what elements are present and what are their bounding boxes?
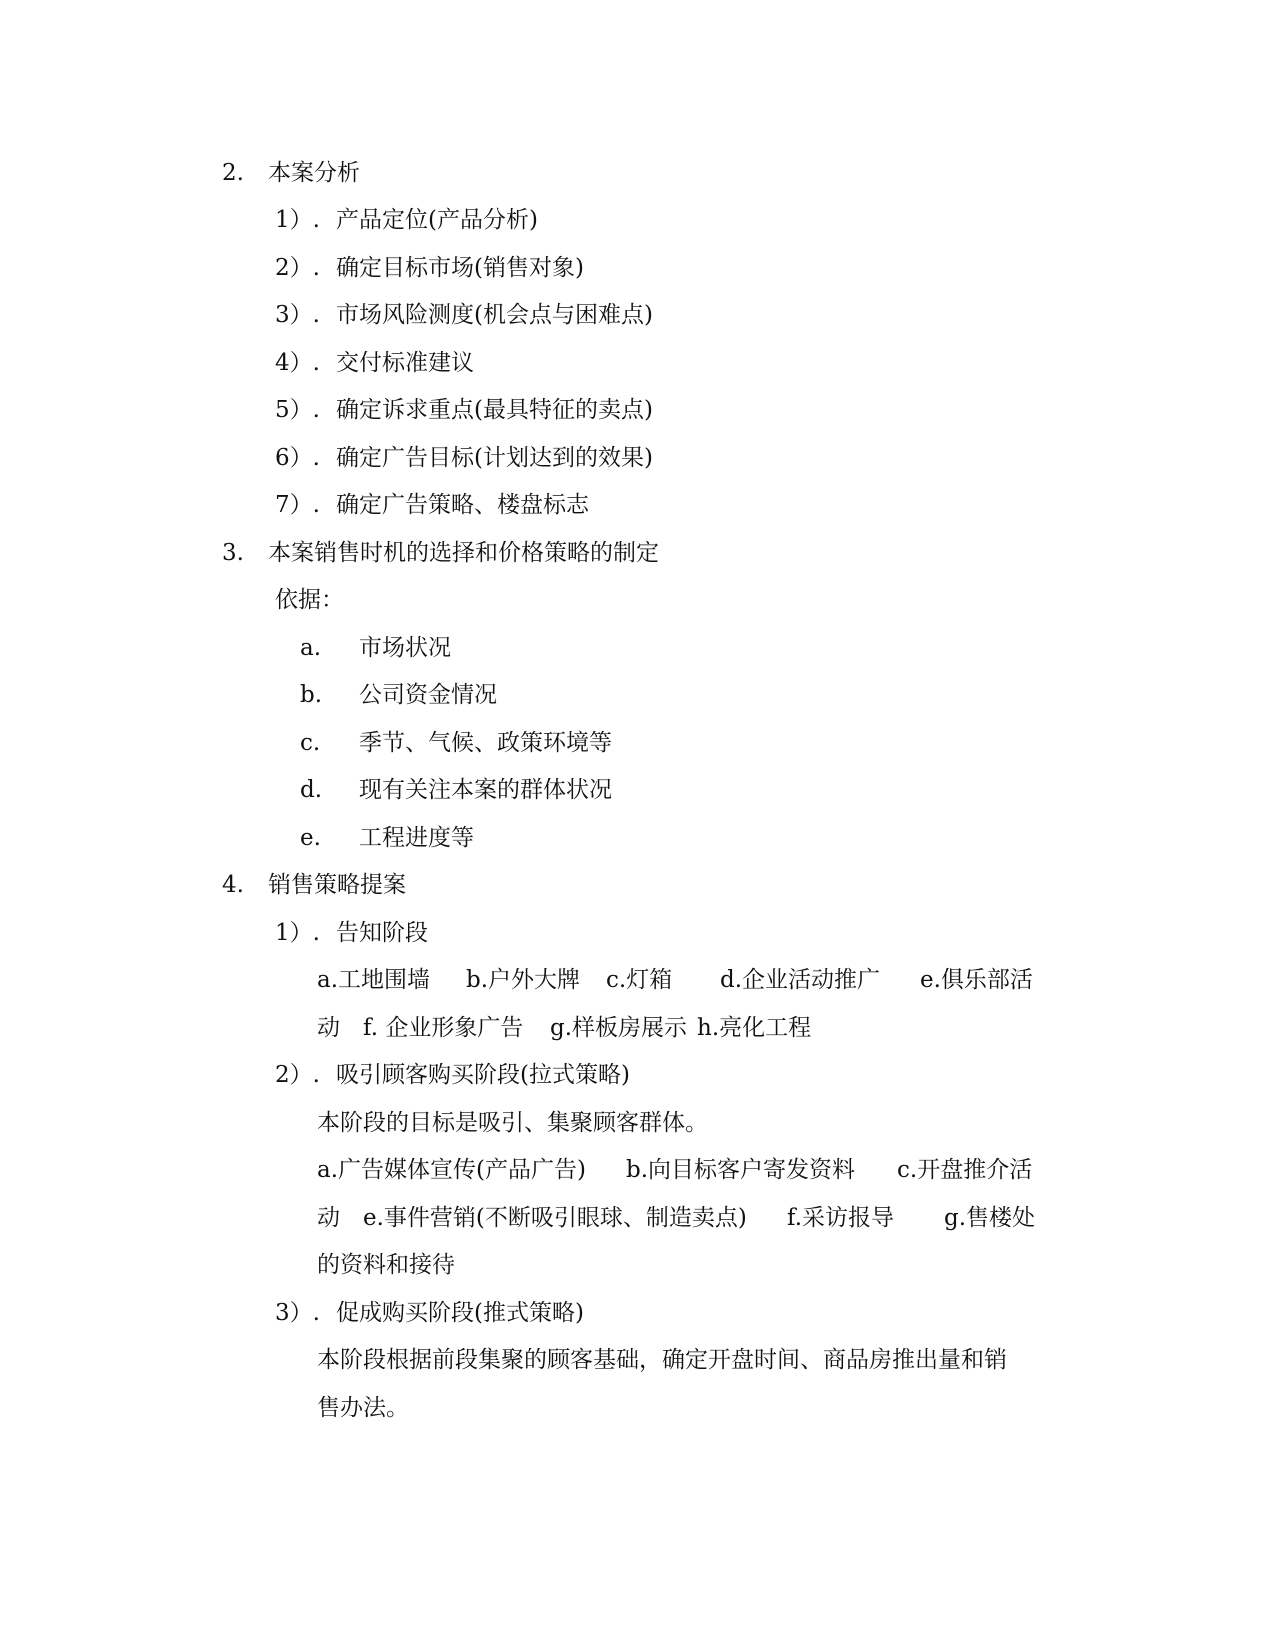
tactic-item: c.灯箱 (606, 967, 673, 993)
phase-title: 促成购买阶段(推式策略) (336, 1300, 584, 1326)
section-4-title: 销售策略提案 (268, 872, 406, 898)
list-item-number: 6）. (275, 445, 320, 471)
tactic-item: e.事件营销(不断吸引眼球、制造卖点) (363, 1205, 747, 1231)
list-item-number: 1）. (275, 207, 320, 233)
tactic-item: f. 企业形象广告 (363, 1015, 524, 1041)
list-item-number: 3）. (275, 302, 320, 328)
section-2-title: 本案分析 (268, 160, 360, 186)
tactic-item: g.样板房展示 (550, 1015, 688, 1041)
section-2-number: 2. (222, 160, 244, 186)
tactic-item: a.广告媒体宣传(产品广告) (317, 1157, 586, 1183)
list-item-letter: c. (300, 730, 321, 756)
phase-title: 告知阶段 (336, 920, 428, 946)
phase-number: 1）. (275, 920, 320, 946)
section-4-number: 4. (222, 872, 244, 898)
tactic-item: 动 (317, 1205, 340, 1231)
list-item-letter: d. (300, 777, 323, 803)
tactic-item: a.工地围墙 (317, 967, 431, 993)
section-3-title: 本案销售时机的选择和价格策略的制定 (268, 540, 659, 566)
phase-description: 售办法。 (317, 1395, 409, 1421)
list-item: 确定广告策略、楼盘标志 (336, 492, 589, 518)
list-item-letter: b. (300, 682, 323, 708)
list-item-letter: e. (300, 825, 321, 851)
list-item-number: 2）. (275, 255, 320, 281)
list-item: 季节、气候、政策环境等 (359, 730, 612, 756)
list-item: 工程进度等 (359, 825, 474, 851)
list-item-number: 4）. (275, 350, 320, 376)
list-item-number: 7）. (275, 492, 320, 518)
tactic-item: g.售楼处 (944, 1205, 1036, 1231)
phase-number: 2）. (275, 1062, 320, 1088)
phase-number: 3）. (275, 1300, 320, 1326)
tactic-item: f.采访报导 (787, 1205, 895, 1231)
list-item: 确定诉求重点(最具特征的卖点) (336, 397, 653, 423)
phase-goal: 本阶段的目标是吸引、集聚顾客群体。 (317, 1110, 708, 1136)
list-item: 现有关注本案的群体状况 (359, 777, 612, 803)
list-item: 交付标准建议 (336, 350, 474, 376)
section-3-number: 3. (222, 540, 244, 566)
basis-label: 依据： (275, 587, 344, 613)
list-item: 产品定位(产品分析) (336, 207, 538, 233)
tactic-item: 的资料和接待 (317, 1252, 455, 1278)
tactic-item: c.开盘推介活 (897, 1157, 1033, 1183)
tactic-item: h.亮化工程 (697, 1015, 812, 1041)
list-item: 确定广告目标(计划达到的效果) (336, 445, 653, 471)
list-item-letter: a. (300, 635, 322, 661)
list-item: 确定目标市场(销售对象) (336, 255, 584, 281)
tactic-item: d.企业活动推广 (720, 967, 881, 993)
list-item-number: 5）. (275, 397, 320, 423)
tactic-item: b.向目标客户寄发资料 (626, 1157, 856, 1183)
tactic-item: 动 (317, 1015, 340, 1041)
phase-description: 本阶段根据前段集聚的顾客基础，确定开盘时间、商品房推出量和销 (317, 1347, 1007, 1373)
list-item: 公司资金情况 (359, 682, 497, 708)
list-item: 市场风险测度(机会点与困难点) (336, 302, 653, 328)
tactic-item: e.俱乐部活 (920, 967, 1033, 993)
tactic-item: b.户外大牌 (466, 967, 581, 993)
phase-title: 吸引顾客购买阶段(拉式策略) (336, 1062, 630, 1088)
list-item: 市场状况 (359, 635, 451, 661)
